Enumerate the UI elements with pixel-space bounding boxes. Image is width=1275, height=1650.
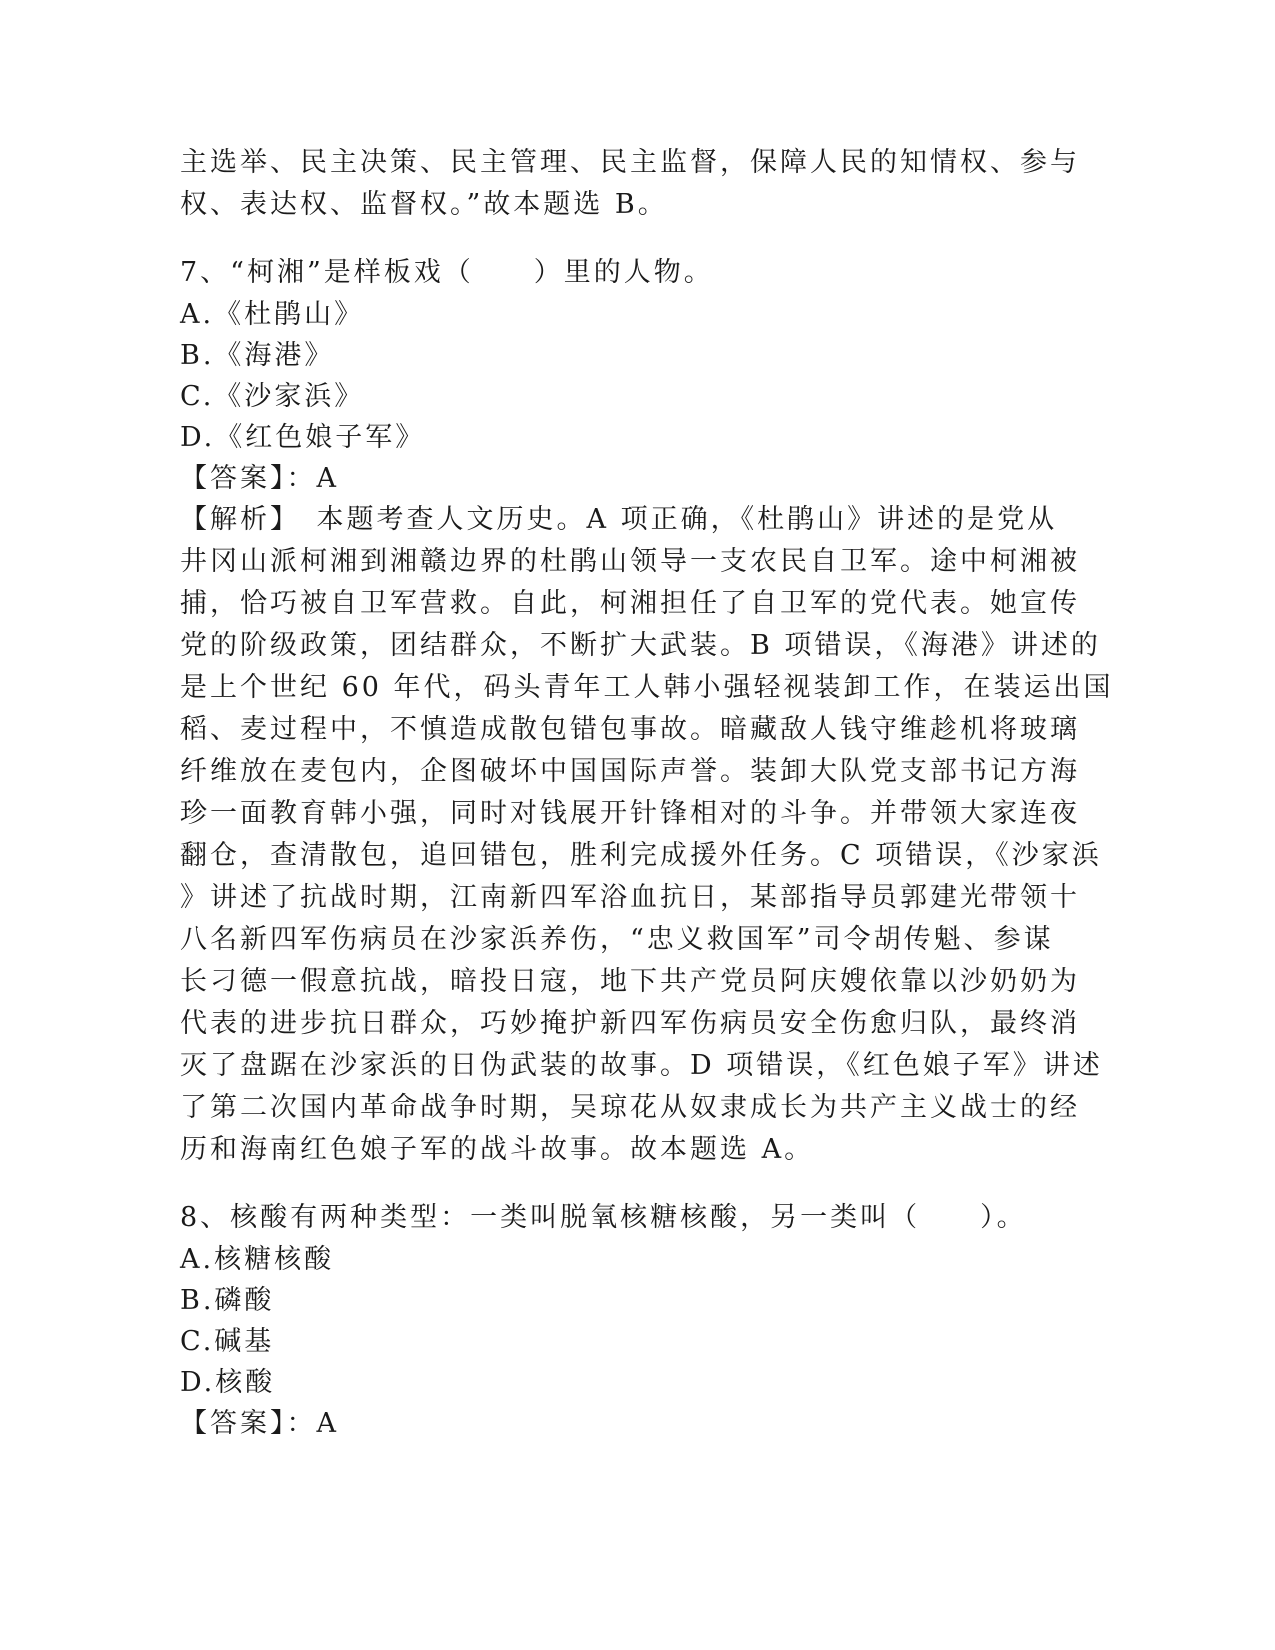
answer-line: 【答案】：A: [180, 463, 339, 494]
previous-explanation-tail: [180, 142, 1080, 226]
analysis-line: 是上个世纪 60 年代，码头青年工人韩小强轻视装卸工作，在装运出国: [180, 672, 1114, 703]
analysis-line: 八名新四军伤病员在沙家浜养伤，“忠义救国军”司令胡传魁、参谋: [180, 924, 1054, 955]
question-7: [180, 252, 1114, 1171]
option-d: D.《红色娘子军》: [180, 422, 426, 453]
analysis-line: 捕，恰巧被自卫军营救。自此，柯湘担任了自卫军的党代表。她宣传: [180, 588, 1080, 619]
document-page: [180, 142, 1114, 1444]
analysis-line: 纤维放在麦包内，企图破坏中国国际声誉。装卸大队党支部书记方海: [180, 756, 1080, 787]
analysis-line: 》讲述了抗战时期，江南新四军浴血抗日，某部指导员郭建光带领十: [180, 882, 1080, 913]
analysis-line: 长刁德一假意抗战，暗投日寇，地下共产党员阿庆嫂依靠以沙奶奶为: [180, 966, 1080, 997]
analysis: [180, 499, 1114, 1171]
analysis-line: 代表的进步抗日群众，巧妙掩护新四军伤病员安全伤愈归队，最终消: [180, 1008, 1080, 1039]
question-8: [180, 1197, 1070, 1444]
analysis-line: 翻仓，查清散包，追回错包，胜利完成援外任务。C 项错误，《沙家浜: [180, 840, 1102, 871]
analysis-line: 灭了盘踞在沙家浜的日伪武装的故事。D 项错误，《红色娘子军》讲述: [180, 1050, 1103, 1081]
option-c: C.《沙家浜》: [180, 381, 365, 412]
option-d: D.核酸: [180, 1367, 276, 1398]
analysis-line: 珍一面教育韩小强，同时对钱展开针锋相对的斗争。并带领大家连夜: [180, 798, 1080, 829]
text-line: 主选举、民主决策、民主管理、民主监督，保障人民的知情权、参与: [180, 147, 1080, 178]
option-a: A.核糖核酸: [180, 1244, 335, 1275]
analysis-line: 井冈山派柯湘到湘赣边界的杜鹃山领导一支农民自卫军。途中柯湘被: [180, 546, 1080, 577]
analysis-line: 了第二次国内革命战争时期，吴琼花从奴隶成长为共产主义战士的经: [180, 1092, 1080, 1123]
text-line: 权、表达权、监督权。”故本题选 B。: [180, 189, 668, 220]
option-c: C.碱基: [180, 1326, 275, 1357]
option-a: A.《杜鹃山》: [180, 299, 365, 330]
analysis-line: 历和海南红色娘子军的战斗故事。故本题选 A。: [180, 1134, 815, 1165]
question-text: 7、“柯湘”是样板戏（ ）里的人物。: [180, 257, 714, 288]
answer-line: 【答案】：A: [180, 1408, 339, 1439]
analysis-line: 【解析】 本题考查人文历史。A 项正确，《杜鹃山》讲述的是党从: [180, 504, 1058, 535]
analysis-line: 党的阶级政策，团结群众，不断扩大武装。B 项错误，《海港》讲述的: [180, 630, 1101, 661]
option-b: B.磷酸: [180, 1285, 275, 1316]
option-b: B.《海港》: [180, 340, 335, 371]
question-text: 8、核酸有两种类型：一类叫脱氧核糖核酸，另一类叫（ ）。: [180, 1202, 1027, 1233]
analysis-line: 稻、麦过程中，不慎造成散包错包事故。暗藏敌人钱守维趁机将玻璃: [180, 714, 1080, 745]
